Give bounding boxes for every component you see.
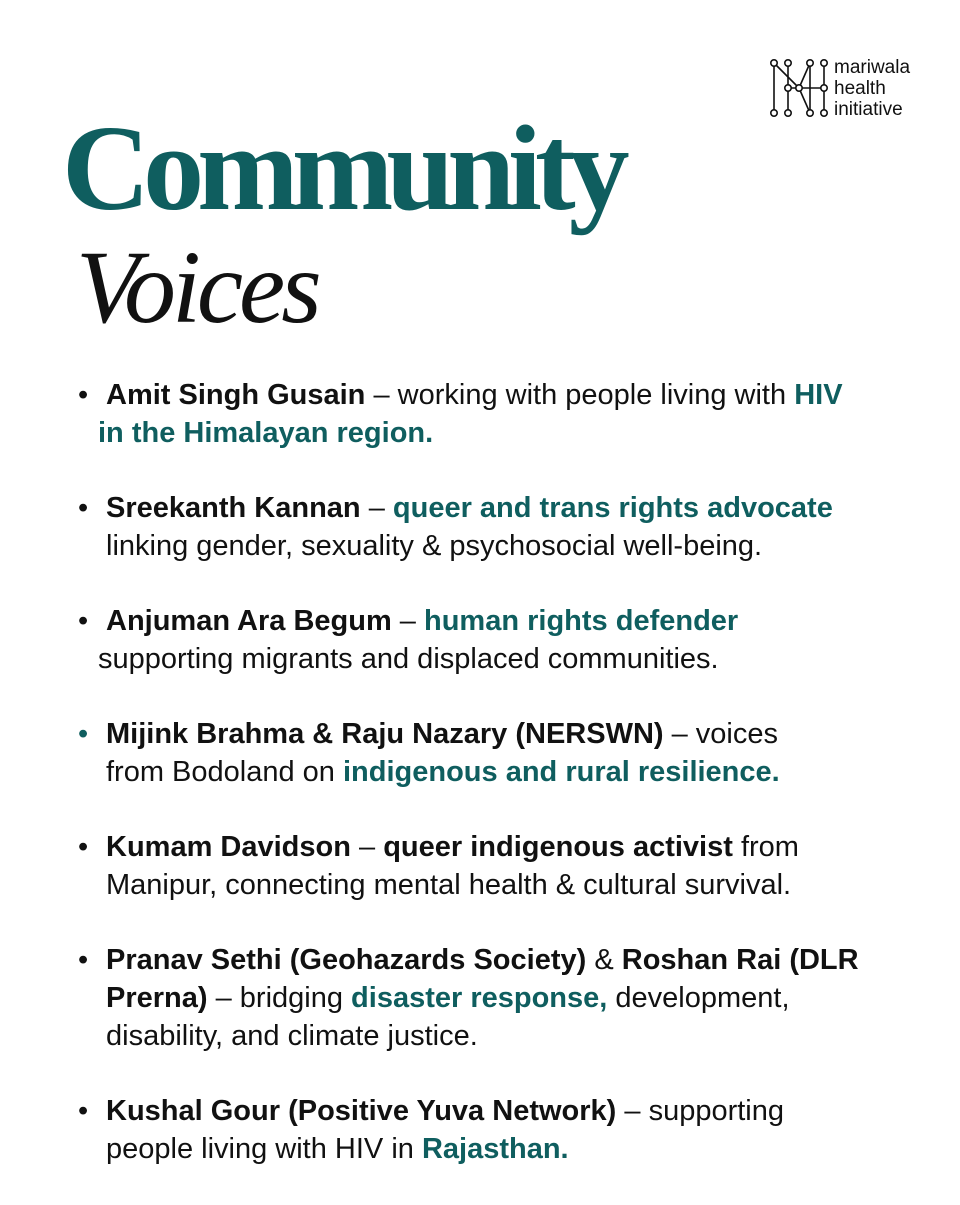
- speaker-name: Prerna): [106, 982, 208, 1014]
- speaker-name: Pranav Sethi (Geohazards Society): [106, 944, 587, 976]
- logo-line-1: mariwala: [834, 57, 911, 78]
- speaker-name: Amit Singh Gusain: [106, 379, 366, 411]
- bullet-icon: •: [78, 379, 89, 411]
- list-item: [78, 602, 928, 678]
- speaker-name: Kumam Davidson: [106, 831, 351, 863]
- speaker-name: Sreekanth Kannan: [106, 492, 361, 524]
- item-line: [78, 866, 928, 904]
- item-line: [78, 1017, 928, 1055]
- item-line: [78, 979, 928, 1017]
- speaker-name: Roshan Rai (DLR: [621, 944, 859, 976]
- speaker-name: Mijink Brahma & Raju Nazary (NERSWN): [106, 718, 664, 750]
- highlight-text: queer and trans rights advocate: [392, 492, 833, 524]
- item-line: [78, 941, 928, 979]
- item-text: disability, and climate justice.: [106, 1020, 478, 1052]
- item-line: [78, 376, 928, 414]
- item-text: from: [732, 831, 799, 863]
- item-text: development,: [607, 982, 790, 1014]
- item-line: [78, 753, 928, 791]
- bullet-icon: •: [78, 605, 89, 637]
- highlight-text: indigenous and rural resilience.: [342, 756, 780, 788]
- list-item: [78, 715, 928, 791]
- item-text: linking gender, sexuality & psychosocial well-being.: [106, 530, 763, 562]
- item-line: [78, 640, 928, 678]
- item-line: [78, 828, 928, 866]
- role-text: queer indigenous activist: [383, 831, 733, 863]
- item-text: –: [350, 831, 384, 863]
- speaker-name: Kushal Gour (Positive Yuva Network): [106, 1095, 617, 1127]
- highlight-text: in the Himalayan region.: [98, 417, 434, 449]
- list-item: [78, 828, 928, 904]
- item-line: [78, 1130, 928, 1168]
- bullet-icon: •: [78, 831, 89, 863]
- item-text: Manipur, connecting mental health & cultural survival.: [106, 869, 792, 901]
- list-item: [78, 489, 928, 565]
- title-voices: Voices: [76, 230, 318, 345]
- item-text: from Bodoland on: [106, 756, 343, 788]
- item-line: [78, 414, 928, 452]
- title-community: Community: [62, 101, 623, 236]
- item-text: &: [586, 944, 622, 976]
- item-text: – bridging: [207, 982, 352, 1014]
- bullet-icon: •: [78, 492, 89, 524]
- bullet-icon: •: [78, 718, 89, 750]
- item-text: –: [360, 492, 393, 524]
- speaker-list: [78, 376, 928, 1205]
- logo-line-3: initiative: [834, 99, 903, 120]
- item-text: –: [391, 605, 424, 637]
- item-text: – working with people living with: [365, 379, 795, 411]
- brand-logo: [768, 57, 910, 120]
- item-line: [78, 602, 928, 640]
- speaker-name: Anjuman Ara Begum: [106, 605, 392, 637]
- item-text: people living with HIV in: [106, 1133, 422, 1165]
- item-line: [78, 715, 928, 753]
- highlight-text: human rights defender: [424, 605, 739, 637]
- item-text: – voices: [663, 718, 778, 750]
- mhi-network-logo-icon: [768, 57, 830, 119]
- item-line: [78, 1092, 928, 1130]
- list-item: [78, 1092, 928, 1168]
- highlight-text: Rajasthan.: [421, 1133, 569, 1165]
- logo-wordmark: [834, 57, 910, 120]
- item-text: supporting migrants and displaced communities.: [98, 643, 719, 675]
- item-line: [78, 489, 928, 527]
- bullet-icon: •: [78, 944, 89, 976]
- item-text: – supporting: [616, 1095, 784, 1127]
- highlight-text: disaster response,: [351, 982, 608, 1014]
- logo-line-2: health: [834, 78, 886, 99]
- highlight-text: HIV: [794, 379, 843, 411]
- list-item: [78, 941, 928, 1055]
- bullet-icon: •: [78, 1095, 89, 1127]
- item-line: [78, 527, 928, 565]
- list-item: [78, 376, 928, 452]
